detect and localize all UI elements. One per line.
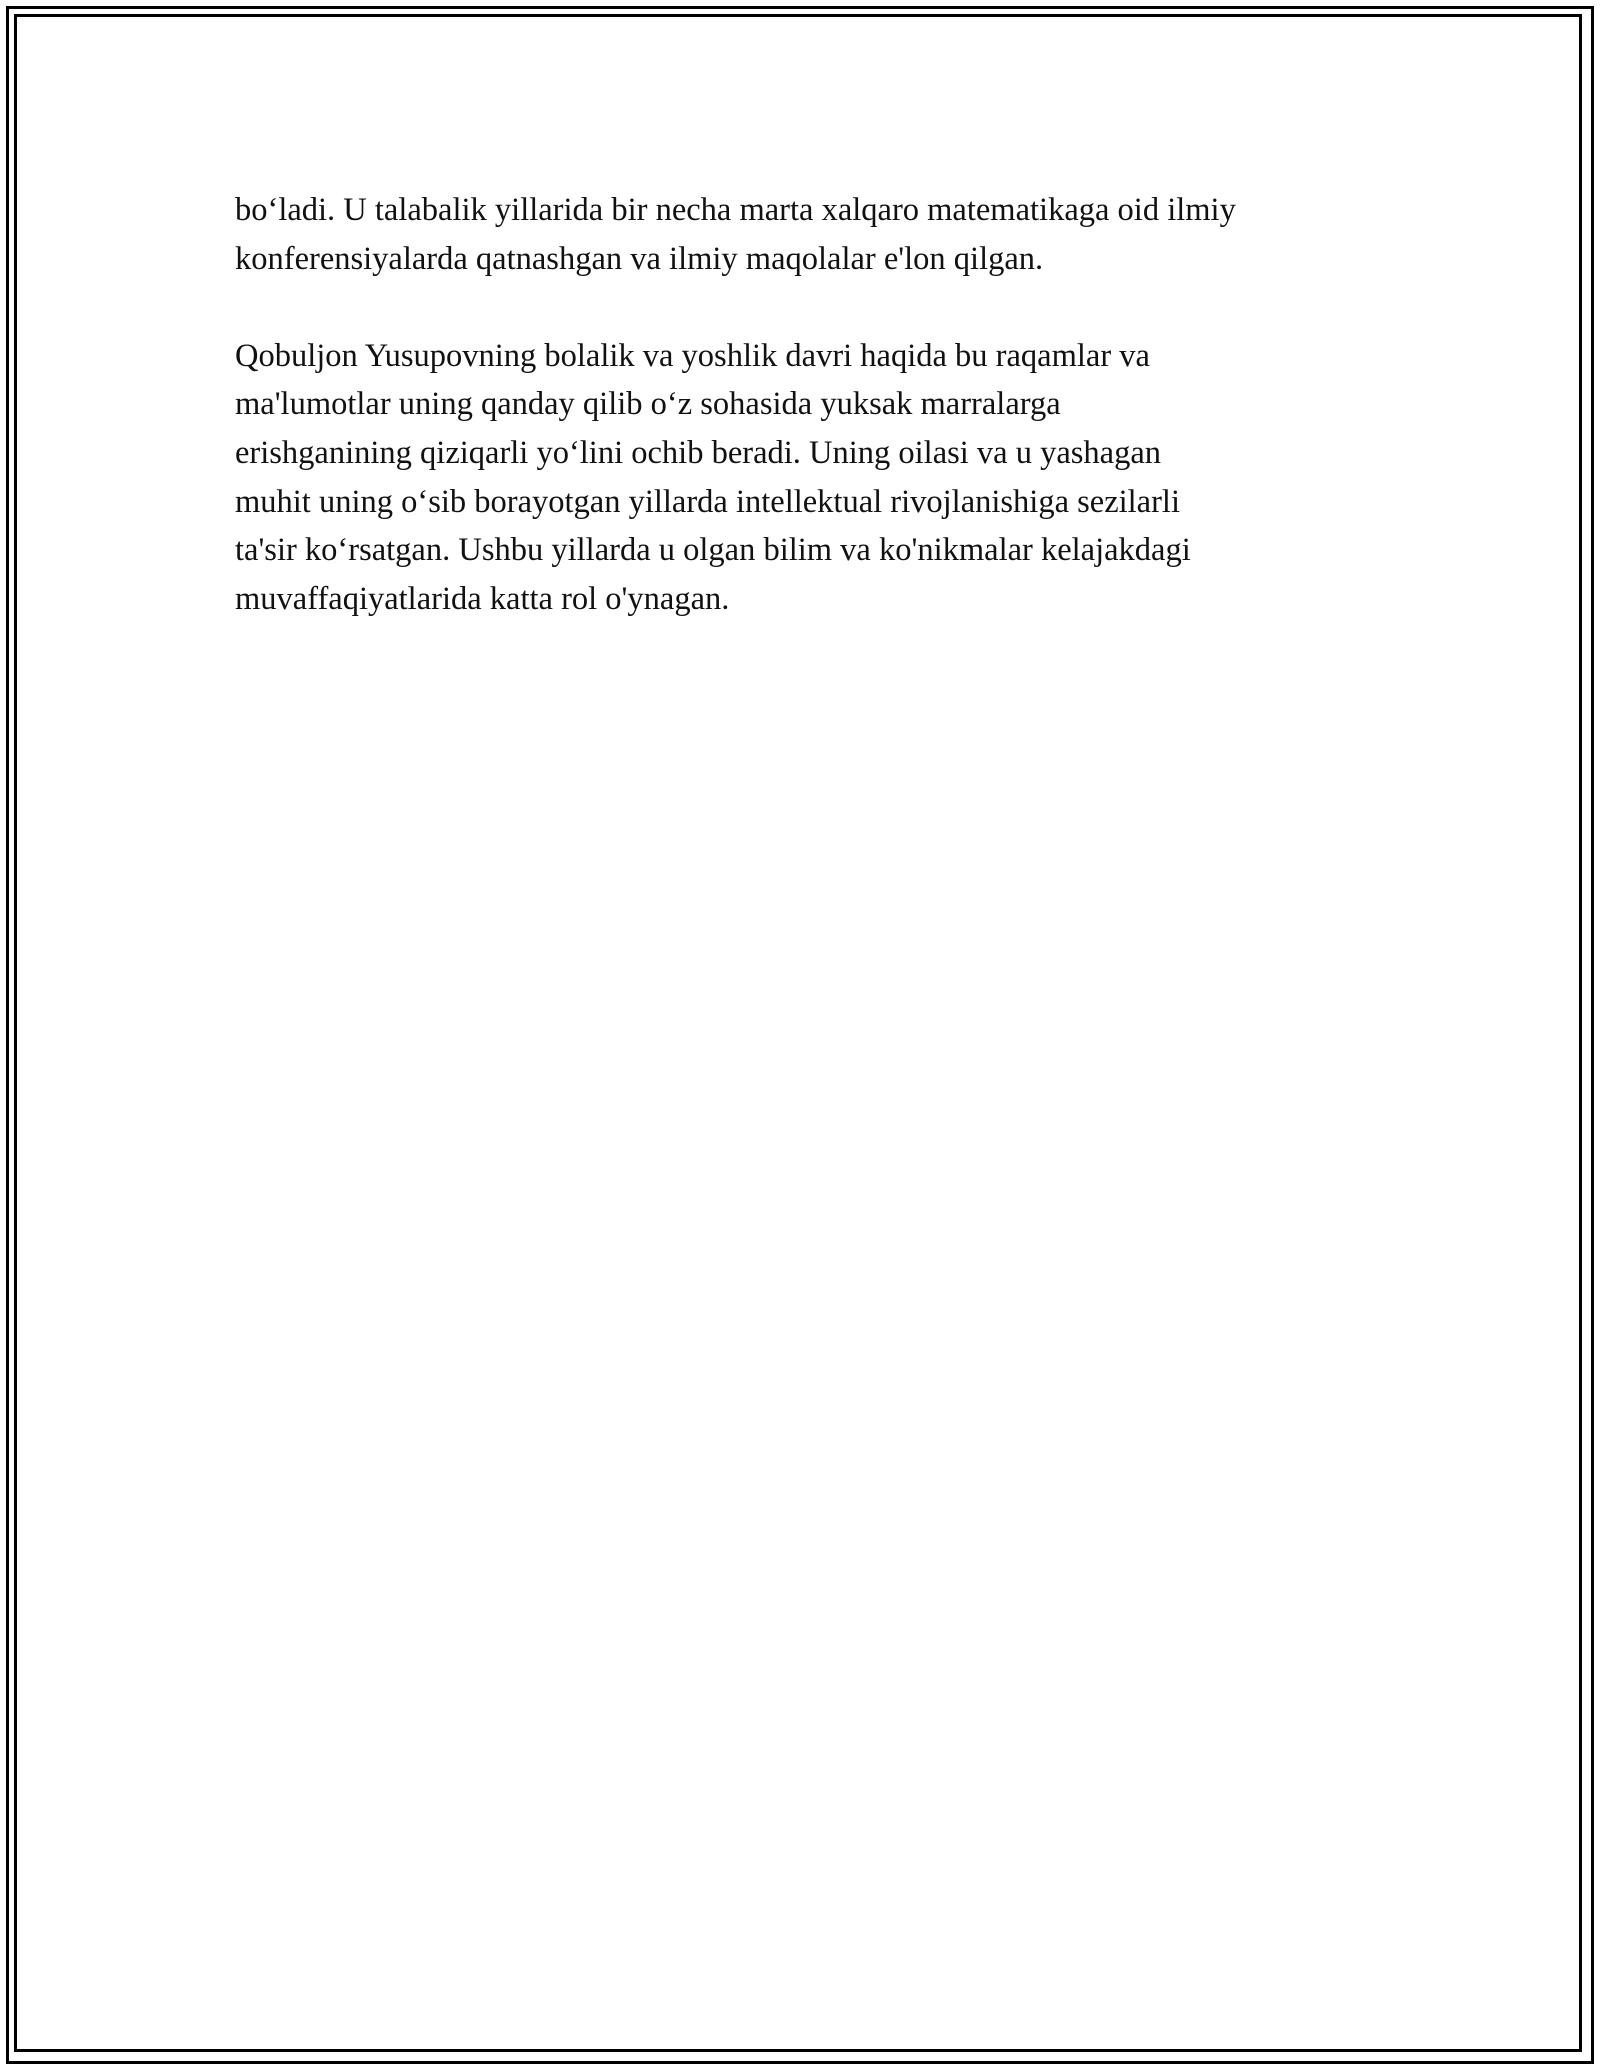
text-line: bo‘ladi. U talabalik yillarida bir necha marta xalqaro matematikaga oid ilmiy (235, 192, 1236, 228)
paragraph-1 (235, 186, 1395, 283)
paragraph-2 (235, 332, 1395, 624)
text-line: ta'sir ko‘rsatgan. Ushbu yillarda u olgan bilim va ko'nikmalar kelajakdagi (235, 532, 1191, 569)
text-line: muhit uning o‘sib borayotgan yillarda intellektual rivojlanishiga sezilarli (235, 483, 1180, 520)
text-line: erishganining qiziqarli yo‘lini ochib beradi. Uning oilasi va u yashagan (235, 434, 1162, 471)
text-line: muvaffaqiyatlarida katta rol o'ynagan. (235, 580, 730, 617)
text-line: konferensiyalarda qatnashgan va ilmiy maqolalar e'lon qilgan. (235, 240, 1044, 277)
page-content (235, 186, 1395, 672)
text-line: Qobuljon Yusupovning bolalik va yoshlik davri haqida bu raqamlar va (235, 337, 1150, 374)
text-line: ma'lumotlar uning qanday qilib o‘z sohasida yuksak marralarga (235, 386, 1061, 423)
